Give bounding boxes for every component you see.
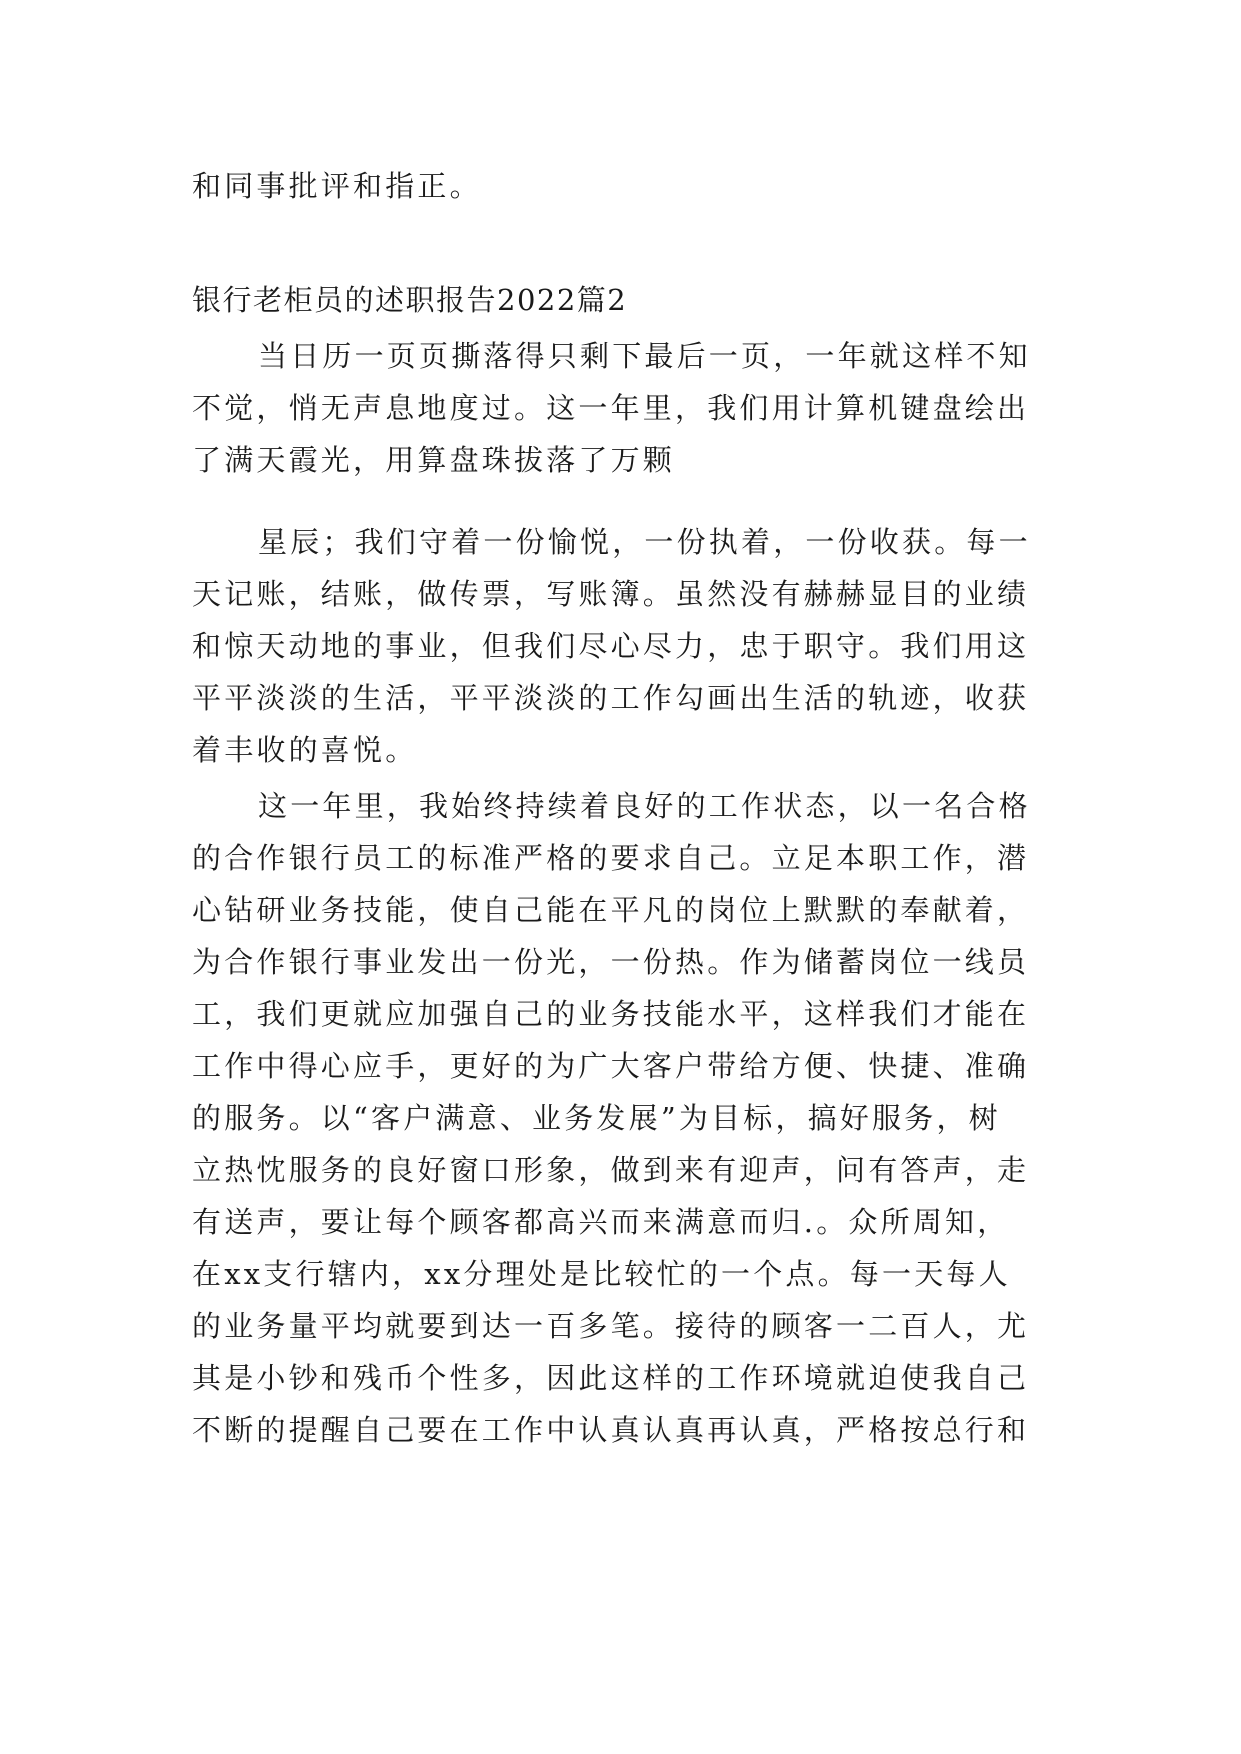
paragraph-2-line-4: 平平淡淡的生活，平平淡淡的工作勾画出生活的轨迹，收获 xyxy=(192,681,1030,715)
paragraph-3-line-6: 工作中得心应手，更好的为广大客户带给方便、快捷、准确 xyxy=(192,1049,1030,1083)
carryover-line: 和同事批评和指正。 xyxy=(192,169,482,203)
paragraph-1-line-2: 不觉，悄无声息地度过。这一年里，我们用计算机键盘绘出 xyxy=(192,391,1030,425)
paragraph-3-line-8: 立热忱服务的良好窗口形象，做到来有迎声，问有答声，走 xyxy=(192,1153,1030,1187)
paragraph-3-line-7: 的服务。以“客户满意、业务发展”为目标，搞好服务，树 xyxy=(192,1101,1001,1135)
section-title: 银行老柜员的述职报告2022篇2 xyxy=(192,283,628,317)
paragraph-3-line-3: 心钻研业务技能，使自己能在平凡的岗位上默默的奉献着， xyxy=(192,893,1030,927)
paragraph-2-line-1: 星辰；我们守着一份愉悦，一份执着，一份收获。每一 xyxy=(258,525,1031,559)
paragraph-2-line-3: 和惊天动地的事业，但我们尽心尽力，忠于职守。我们用这 xyxy=(192,629,1030,663)
paragraph-3-line-4: 为合作银行事业发出一份光，一份热。作为储蓄岗位一线员 xyxy=(192,945,1030,979)
paragraph-3-line-13: 不断的提醒自己要在工作中认真认真再认真，严格按总行和 xyxy=(192,1413,1030,1447)
paragraph-3-line-11: 的业务量平均就要到达一百多笔。接待的顾客一二百人，尤 xyxy=(192,1309,1030,1343)
paragraph-2-line-5: 着丰收的喜悦。 xyxy=(192,733,418,767)
paragraph-3-line-2: 的合作银行员工的标准严格的要求自己。立足本职工作，潜 xyxy=(192,841,1030,875)
paragraph-3-line-5: 工，我们更就应加强自己的业务技能水平，这样我们才能在 xyxy=(192,997,1030,1031)
paragraph-3-line-10: 在xx支行辖内，xx分理处是比较忙的一个点。每一天每人 xyxy=(192,1257,1011,1291)
paragraph-3-line-9: 有送声，要让每个顾客都高兴而来满意而归.。众所周知， xyxy=(192,1205,1010,1239)
paragraph-3-line-12: 其是小钞和残币个性多，因此这样的工作环境就迫使我自己 xyxy=(192,1361,1030,1395)
paragraph-1-line-1: 当日历一页页撕落得只剩下最后一页，一年就这样不知 xyxy=(258,339,1031,373)
paragraph-3-line-1: 这一年里，我始终持续着良好的工作状态，以一名合格 xyxy=(258,789,1031,823)
paragraph-2-line-2: 天记账，结账，做传票，写账簿。虽然没有赫赫显目的业绩 xyxy=(192,577,1030,611)
paragraph-1-line-3: 了满天霞光，用算盘珠拔落了万颗 xyxy=(192,443,676,477)
